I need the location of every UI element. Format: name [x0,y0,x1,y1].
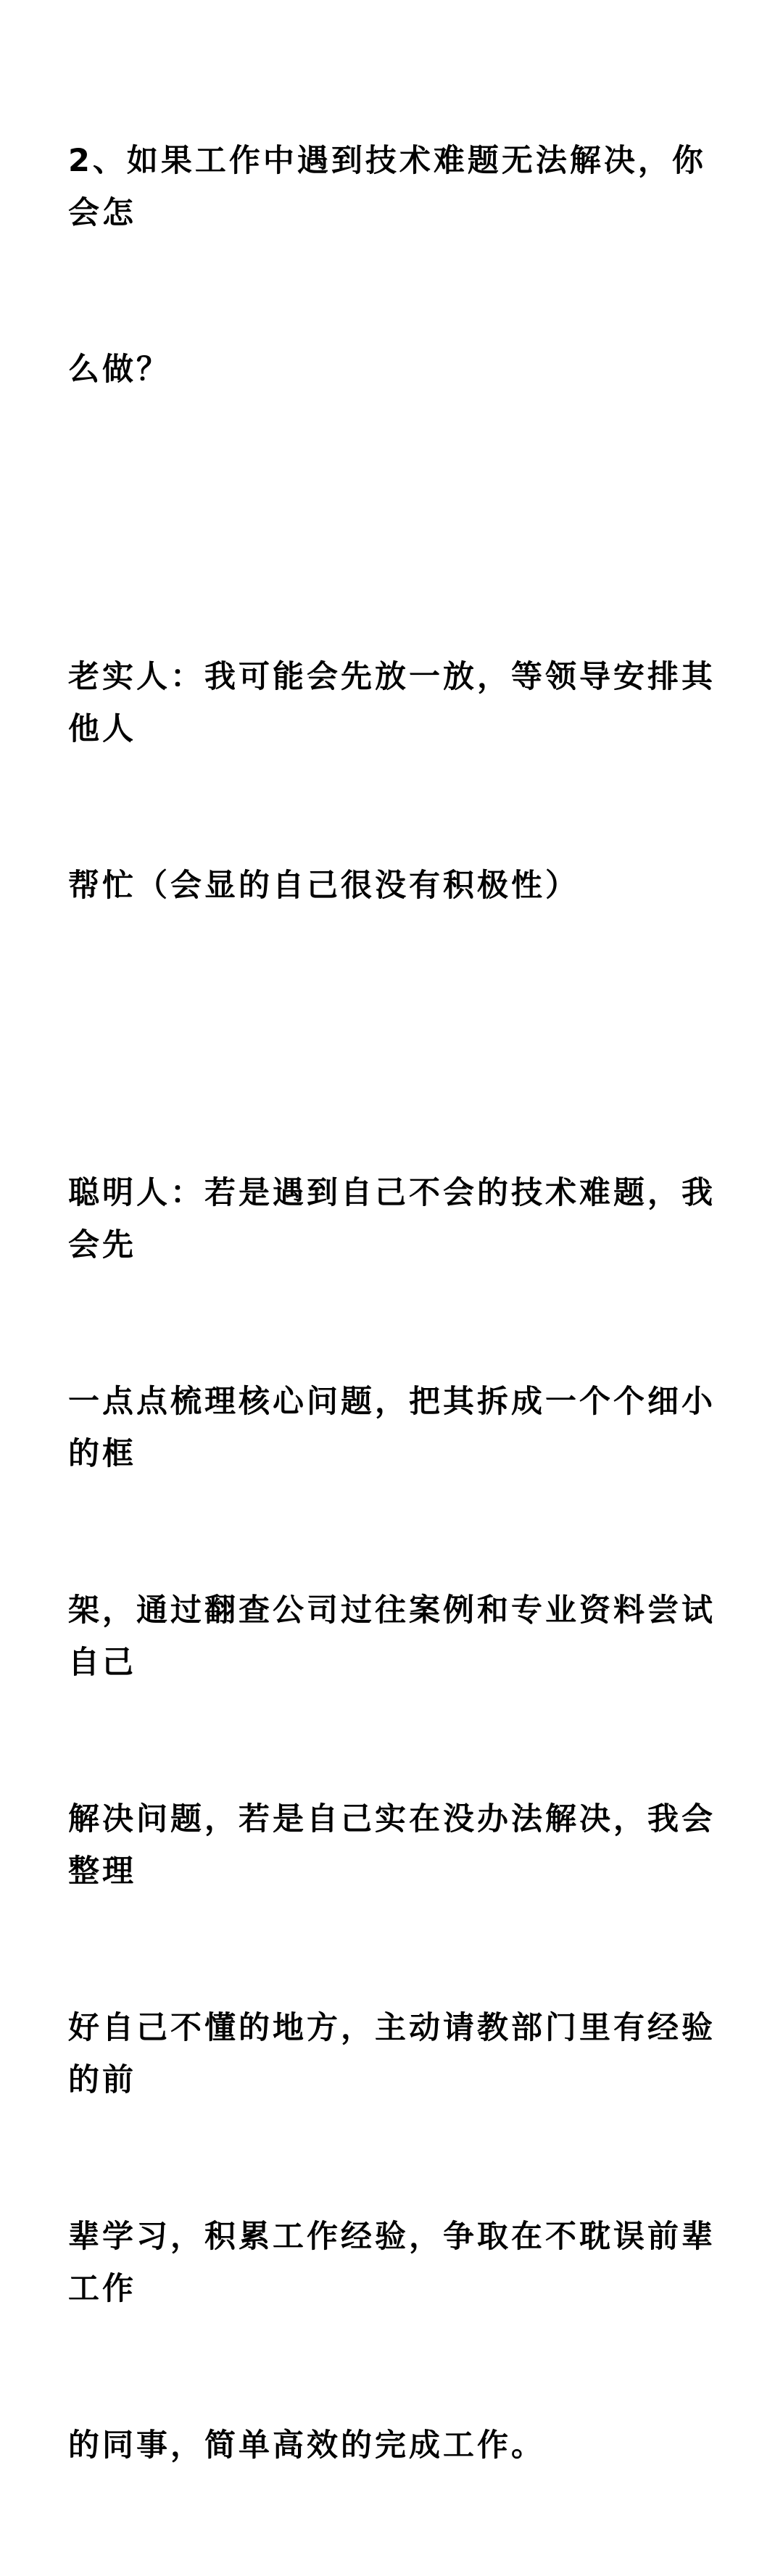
question-line-1: 2、如果工作中遇到技术难题无法解决，你会怎 [68,143,706,231]
smart-answer-line-1: 聪明人：若是遇到自己不会的技术难题，我会先 [68,1175,716,1263]
smart-answer-line-2: 一点点梳理核心问题，把其拆成一个个细小的框 [68,1384,716,1472]
smart-answer-line-3: 架，通过翻查公司过往案例和专业资料尝试自己 [68,1592,716,1681]
smart-answer-line-7: 的同事，简单高效的完成工作。 [68,2427,545,2464]
document-body [68,30,721,2576]
paragraph-gap [68,1016,721,1063]
paragraph-gap [68,500,721,547]
smart-answer-line-4: 解决问题，若是自己实在没办法解决，我会整理 [68,1801,716,1890]
honest-answer-line-1: 老实人：我可能会先放一放，等领导安排其他人 [68,659,716,747]
question-paragraph [68,30,721,500]
honest-answer-line-2: 帮忙（会显的自己很没有积极性） [68,868,579,904]
honest-answer-paragraph [68,547,721,1016]
smart-answer-line-5: 好自己不懂的地方，主动请教部门里有经验的前 [68,2010,716,2098]
smart-answer-line-6: 辈学习，积累工作经验，争取在不耽误前辈工作 [68,2219,716,2307]
smart-answer-paragraph [68,1063,721,2576]
question-line-2: 么做？ [68,352,170,388]
